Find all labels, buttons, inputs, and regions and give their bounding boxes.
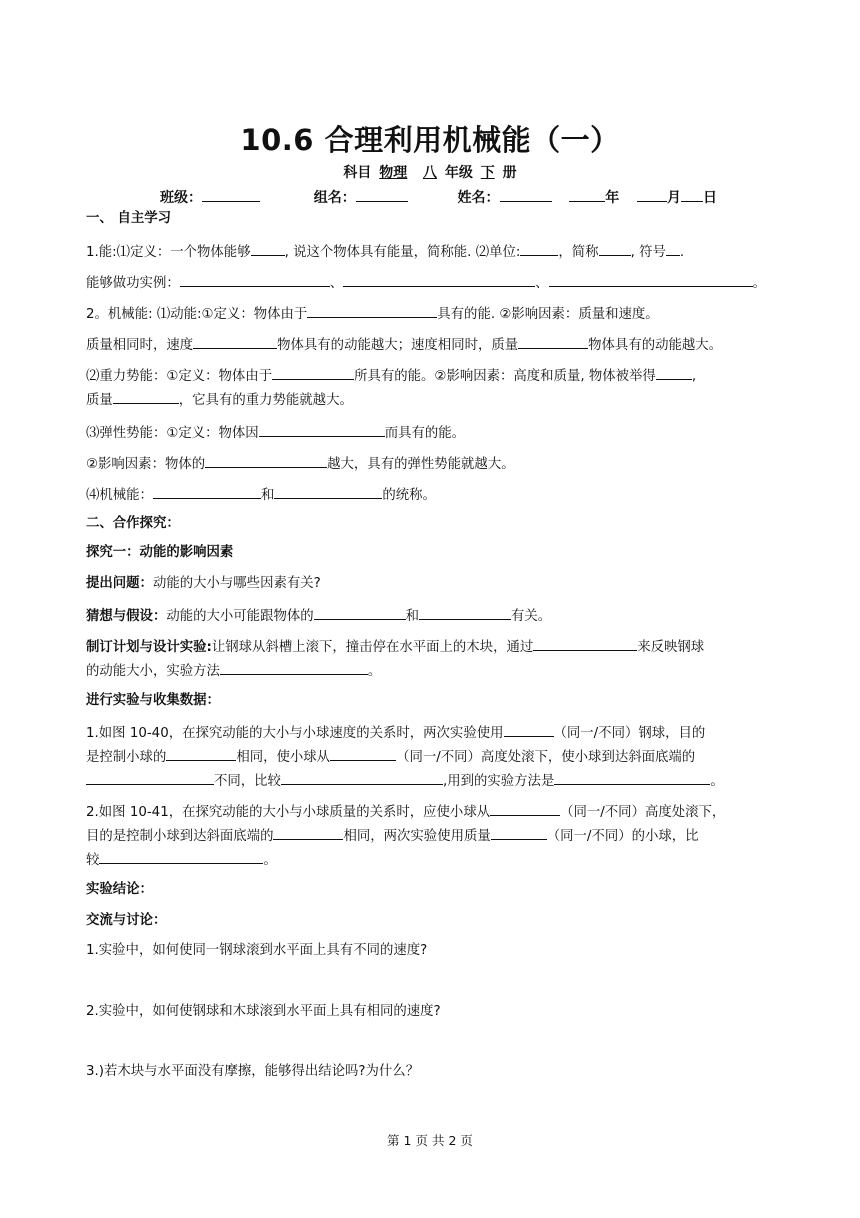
- grade-value: 八: [423, 165, 437, 181]
- mechanical-blank-1[interactable]: [153, 486, 261, 499]
- energy-abbr-blank[interactable]: [599, 243, 631, 256]
- kinetic-definition-blank[interactable]: [307, 305, 437, 318]
- e2-speed-blank[interactable]: [273, 827, 343, 840]
- month-blank[interactable]: [637, 189, 667, 202]
- work-examples-line: 能够做功实例： 、 、 。: [86, 276, 766, 291]
- e1-ball-blank[interactable]: [504, 724, 554, 737]
- energy-unit-blank[interactable]: [520, 243, 558, 256]
- subject-value: 物理: [379, 165, 408, 181]
- mass-blank[interactable]: [518, 336, 588, 349]
- group-blank[interactable]: [356, 189, 408, 202]
- energy-definition-blank[interactable]: [251, 243, 285, 256]
- gravitational-definition-blank[interactable]: [272, 367, 354, 380]
- volume-label: 册: [502, 165, 517, 181]
- day-label: 日: [703, 190, 717, 206]
- section-heading-self-study: 一、 自主学习: [86, 211, 172, 226]
- e2-height-blank[interactable]: [490, 803, 560, 816]
- volume-value: 下: [480, 165, 495, 181]
- discussion-heading: 交流与讨论：: [86, 913, 167, 928]
- elastic-factors-line: ②影响因素：物体的 越大，具有的弹性势能就越大。: [86, 457, 515, 472]
- experiment-2-line-2: 目的是控制小球到达斜面底端的 相同，两次实验使用质量 （同一/不同）的小球，比: [86, 829, 699, 844]
- class-label: 班级：: [160, 190, 202, 206]
- kinetic-energy-line: 2。机械能: ⑴动能:①定义：物体由于 具有的能. ②影响因素：质量和速度。: [86, 307, 659, 322]
- energy-symbol-blank[interactable]: [666, 243, 680, 256]
- gravitational-energy-line: ⑵重力势能：①定义：物体由于 所具有的能。②影响因素：高度和质量, 物体被举得 ,: [86, 369, 697, 384]
- hypothesis-blank-2[interactable]: [419, 607, 511, 620]
- gravitational-mass-blank[interactable]: [113, 391, 179, 404]
- elastic-definition-blank[interactable]: [259, 424, 385, 437]
- subject-line: [0, 162, 860, 182]
- question-line: 提出问题：动能的大小与哪些因素有关?: [86, 576, 321, 591]
- hypothesis-line: 猜想与假设：动能的大小可能跟物体的 和 有关。: [86, 609, 552, 624]
- mechanical-blank-2[interactable]: [274, 486, 382, 499]
- e1-compare-blank[interactable]: [281, 772, 443, 785]
- example-blank-2[interactable]: [343, 274, 535, 287]
- grade-label: 年级: [444, 165, 473, 181]
- month-label: 月: [667, 190, 681, 206]
- page-footer: 第 1 页 共 2 页: [387, 1133, 473, 1148]
- height-blank[interactable]: [656, 367, 692, 380]
- speed-blank[interactable]: [193, 336, 277, 349]
- e1-control-blank[interactable]: [166, 748, 236, 761]
- e2-mass-blank[interactable]: [491, 827, 547, 840]
- discussion-question-3: 3.)若木块与水平面没有摩擦，能够得出结论吗?为什么？: [86, 1064, 420, 1079]
- hypothesis-blank-1[interactable]: [314, 607, 406, 620]
- inquiry-title: 探究一：动能的影响因素: [86, 545, 234, 560]
- name-label: 姓名：: [457, 190, 500, 206]
- e1-height-blank[interactable]: [330, 748, 396, 761]
- plan-reflect-blank[interactable]: [533, 638, 637, 651]
- e1-speed-blank[interactable]: [86, 772, 214, 785]
- subject-label: 科目: [343, 165, 372, 181]
- class-blank[interactable]: [202, 189, 260, 202]
- elastic-energy-line: ⑶弹性势能：①定义：物体因 而具有的能。: [86, 426, 466, 441]
- e1-method-blank[interactable]: [554, 772, 710, 785]
- experiment-1-line-1: 1.如图 10-40，在探究动能的大小与小球速度的关系时，两次实验使用 （同一/不同）钢球，目的: [86, 726, 706, 741]
- year-label: 年: [605, 190, 620, 206]
- year-blank[interactable]: [569, 189, 605, 202]
- plan-line-2: 的动能大小，实验方法 。: [86, 664, 382, 679]
- experiment-heading: 进行实验与收集数据：: [86, 693, 220, 708]
- energy-definition-line: 1.能:⑴定义：一个物体能够 , 说这个物体具有能量，简称能. ⑵单位: ，简称 , 符号 .: [86, 245, 685, 260]
- example-blank-1[interactable]: [180, 274, 330, 287]
- mechanical-energy-line: ⑷机械能： 和 的统称。: [86, 488, 436, 503]
- conclusion-heading: 实验结论：: [86, 882, 153, 897]
- kinetic-factors-line: 质量相同时，速度 物体具有的动能越大；速度相同时，质量 物体具有的动能越大。: [86, 338, 723, 353]
- elastic-factor-blank[interactable]: [205, 455, 327, 468]
- gravitational-mass-line: 质量 ，它具有的重力势能就越大。: [86, 393, 353, 408]
- experiment-1-line-3: 不同，比较 ,用到的实验方法是 。: [86, 772, 724, 790]
- page-title: 10.6 合理利用机械能（一）: [240, 123, 620, 157]
- discussion-question-2: 2.实验中，如何使钢球和木球滚到水平面上具有相同的速度?: [86, 1004, 441, 1019]
- day-blank[interactable]: [681, 189, 703, 202]
- discussion-question-1: 1.实验中，如何使同一钢球滚到水平面上具有不同的速度?: [86, 943, 428, 958]
- plan-method-blank[interactable]: [220, 662, 368, 675]
- plan-line-1: 制订计划与设计实验:让钢球从斜槽上滚下，撞击停在水平面上的木块，通过 来反映钢球: [86, 640, 705, 655]
- experiment-2-line-3: 较 。: [86, 853, 277, 868]
- group-label: 组名：: [313, 190, 356, 206]
- experiment-1-line-2: 是控制小球的 相同，使小球从 （同一/不同）高度处滚下，使小球到达斜面底端的: [86, 750, 696, 765]
- name-blank[interactable]: [500, 189, 552, 202]
- student-info-line: [160, 187, 717, 207]
- experiment-2-line-1: 2.如图 10-41，在探究动能的大小与小球质量的关系时，应使小球从 （同一/不同）高度处滚下，: [86, 805, 726, 820]
- example-blank-3[interactable]: [549, 274, 753, 287]
- section-heading-cooperation: 二、合作探究：: [86, 516, 180, 531]
- e2-compare-blank[interactable]: [99, 851, 263, 864]
